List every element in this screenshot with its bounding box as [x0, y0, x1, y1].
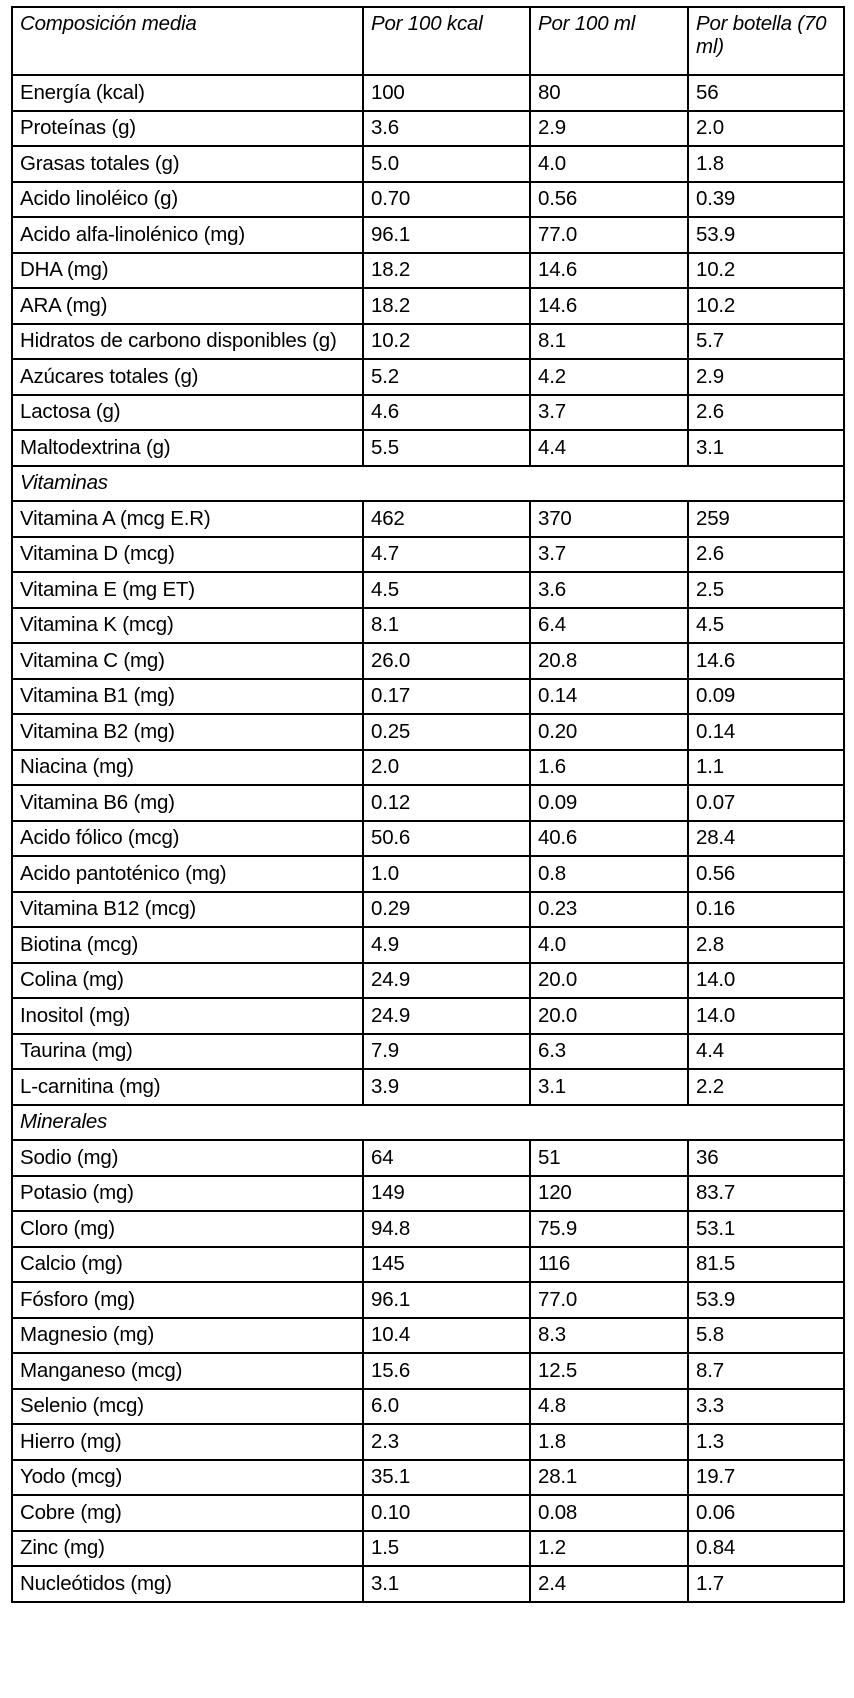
table-row [12, 253, 844, 289]
per-bottle-cell: 3.3 [688, 1389, 844, 1425]
nutrient-name-cell: Sodio (mg) [12, 1140, 363, 1176]
per-100-kcal-cell: 5.2 [363, 359, 530, 395]
per-100-kcal-cell: 3.1 [363, 1566, 530, 1602]
nutrient-name-cell: Taurina (mg) [12, 1034, 363, 1070]
table-row [12, 324, 844, 360]
per-100-kcal-cell: 3.6 [363, 111, 530, 147]
per-100-ml-cell: 8.3 [530, 1318, 688, 1354]
per-100-kcal-cell: 4.6 [363, 395, 530, 431]
table-row [12, 359, 844, 395]
per-100-ml-cell: 4.0 [530, 927, 688, 963]
per-100-kcal-cell: 149 [363, 1176, 530, 1212]
table-row [12, 821, 844, 857]
per-100-ml-cell: 0.23 [530, 892, 688, 928]
section-row [12, 466, 844, 502]
per-100-ml-cell: 0.56 [530, 182, 688, 218]
table-row [12, 608, 844, 644]
table-row [12, 963, 844, 999]
nutrient-name-cell: ARA (mg) [12, 288, 363, 324]
nutrient-name-cell: Inositol (mg) [12, 998, 363, 1034]
per-bottle-cell: 0.06 [688, 1495, 844, 1531]
per-100-kcal-cell: 4.9 [363, 927, 530, 963]
per-100-kcal-cell: 1.5 [363, 1531, 530, 1567]
per-100-ml-cell: 3.6 [530, 572, 688, 608]
per-100-ml-cell: 80 [530, 75, 688, 111]
per-100-ml-cell: 0.14 [530, 679, 688, 715]
per-bottle-cell: 28.4 [688, 821, 844, 857]
per-100-ml-cell: 4.8 [530, 1389, 688, 1425]
per-100-ml-cell: 40.6 [530, 821, 688, 857]
per-100-ml-cell: 116 [530, 1247, 688, 1283]
per-100-kcal-cell: 10.4 [363, 1318, 530, 1354]
per-bottle-cell: 1.8 [688, 146, 844, 182]
per-100-kcal-cell: 3.9 [363, 1069, 530, 1105]
per-100-ml-cell: 0.20 [530, 714, 688, 750]
per-100-ml-cell: 14.6 [530, 253, 688, 289]
per-100-ml-cell: 6.3 [530, 1034, 688, 1070]
per-100-ml-cell: 4.0 [530, 146, 688, 182]
per-bottle-cell: 2.2 [688, 1069, 844, 1105]
per-bottle-cell: 0.09 [688, 679, 844, 715]
per-bottle-cell: 0.84 [688, 1531, 844, 1567]
header-row [12, 7, 844, 75]
per-bottle-cell: 1.3 [688, 1424, 844, 1460]
per-bottle-cell: 2.8 [688, 927, 844, 963]
nutrient-name-cell: Zinc (mg) [12, 1531, 363, 1567]
per-100-ml-cell: 1.8 [530, 1424, 688, 1460]
per-bottle-cell: 2.9 [688, 359, 844, 395]
per-100-kcal-cell: 18.2 [363, 288, 530, 324]
table-row [12, 1247, 844, 1283]
per-100-kcal-cell: 462 [363, 501, 530, 537]
table-row [12, 1034, 844, 1070]
table-row [12, 1389, 844, 1425]
per-100-ml-cell: 3.7 [530, 537, 688, 573]
table-row [12, 1069, 844, 1105]
nutrient-name-cell: Maltodextrina (g) [12, 430, 363, 466]
table-row [12, 1566, 844, 1602]
table-row [12, 182, 844, 218]
per-bottle-cell: 10.2 [688, 253, 844, 289]
per-100-kcal-cell: 100 [363, 75, 530, 111]
per-bottle-cell: 14.6 [688, 643, 844, 679]
nutrient-name-cell: Selenio (mcg) [12, 1389, 363, 1425]
nutrient-name-cell: Magnesio (mg) [12, 1318, 363, 1354]
per-100-kcal-cell: 64 [363, 1140, 530, 1176]
per-100-ml-cell: 2.9 [530, 111, 688, 147]
per-100-kcal-cell: 18.2 [363, 253, 530, 289]
table-row [12, 1460, 844, 1496]
per-100-ml-cell: 77.0 [530, 217, 688, 253]
per-bottle-cell: 5.7 [688, 324, 844, 360]
table-row [12, 856, 844, 892]
per-100-kcal-cell: 50.6 [363, 821, 530, 857]
nutrition-composition-table [11, 6, 845, 1603]
per-100-kcal-cell: 0.10 [363, 1495, 530, 1531]
table-row [12, 785, 844, 821]
header-per-100-ml: Por 100 ml [530, 7, 688, 75]
nutrient-name-cell: Energía (kcal) [12, 75, 363, 111]
nutrient-name-cell: Acido pantoténico (mg) [12, 856, 363, 892]
table-row [12, 111, 844, 147]
table-row [12, 1353, 844, 1389]
nutrient-name-cell: Manganeso (mcg) [12, 1353, 363, 1389]
per-bottle-cell: 0.16 [688, 892, 844, 928]
table-row [12, 927, 844, 963]
nutrient-name-cell: Vitamina B6 (mg) [12, 785, 363, 821]
table-row [12, 217, 844, 253]
nutrient-name-cell: Vitamina A (mcg E.R) [12, 501, 363, 537]
table-body [12, 75, 844, 1602]
per-100-ml-cell: 6.4 [530, 608, 688, 644]
nutrient-name-cell: Nucleótidos (mg) [12, 1566, 363, 1602]
table-header [12, 7, 844, 75]
header-composition: Composición media [12, 7, 363, 75]
per-100-kcal-cell: 7.9 [363, 1034, 530, 1070]
nutrient-name-cell: Colina (mg) [12, 963, 363, 999]
nutrient-name-cell: Hierro (mg) [12, 1424, 363, 1460]
per-100-ml-cell: 0.08 [530, 1495, 688, 1531]
table-row [12, 146, 844, 182]
per-bottle-cell: 8.7 [688, 1353, 844, 1389]
per-bottle-cell: 14.0 [688, 998, 844, 1034]
per-100-kcal-cell: 1.0 [363, 856, 530, 892]
header-per-bottle: Por botella (70 ml) [688, 7, 844, 75]
per-bottle-cell: 4.5 [688, 608, 844, 644]
per-100-ml-cell: 14.6 [530, 288, 688, 324]
per-100-ml-cell: 3.1 [530, 1069, 688, 1105]
per-100-ml-cell: 4.2 [530, 359, 688, 395]
table-row [12, 1176, 844, 1212]
table-row [12, 892, 844, 928]
nutrient-name-cell: Cloro (mg) [12, 1211, 363, 1247]
per-bottle-cell: 36 [688, 1140, 844, 1176]
per-100-ml-cell: 77.0 [530, 1282, 688, 1318]
per-100-ml-cell: 0.09 [530, 785, 688, 821]
nutrient-name-cell: Acido fólico (mcg) [12, 821, 363, 857]
per-100-kcal-cell: 0.25 [363, 714, 530, 750]
per-bottle-cell: 81.5 [688, 1247, 844, 1283]
nutrient-name-cell: Vitamina B12 (mcg) [12, 892, 363, 928]
per-bottle-cell: 3.1 [688, 430, 844, 466]
per-bottle-cell: 10.2 [688, 288, 844, 324]
nutrient-name-cell: Vitamina E (mg ET) [12, 572, 363, 608]
per-100-kcal-cell: 2.3 [363, 1424, 530, 1460]
per-100-ml-cell: 1.2 [530, 1531, 688, 1567]
per-100-ml-cell: 8.1 [530, 324, 688, 360]
table-row [12, 395, 844, 431]
per-100-kcal-cell: 2.0 [363, 750, 530, 786]
per-100-kcal-cell: 0.17 [363, 679, 530, 715]
per-100-kcal-cell: 5.5 [363, 430, 530, 466]
table-row [12, 1211, 844, 1247]
per-bottle-cell: 1.7 [688, 1566, 844, 1602]
table-row [12, 1140, 844, 1176]
per-100-kcal-cell: 0.70 [363, 182, 530, 218]
table-row [12, 1318, 844, 1354]
per-100-kcal-cell: 4.5 [363, 572, 530, 608]
per-bottle-cell: 2.6 [688, 537, 844, 573]
nutrient-name-cell: Vitamina B1 (mg) [12, 679, 363, 715]
nutrient-name-cell: Yodo (mcg) [12, 1460, 363, 1496]
nutrient-name-cell: Vitamina D (mcg) [12, 537, 363, 573]
section-title: Minerales [12, 1105, 844, 1141]
nutrient-name-cell: Hidratos de carbono disponibles (g) [12, 324, 363, 360]
per-100-ml-cell: 20.0 [530, 998, 688, 1034]
per-100-kcal-cell: 10.2 [363, 324, 530, 360]
table-row [12, 750, 844, 786]
per-100-kcal-cell: 96.1 [363, 217, 530, 253]
per-100-kcal-cell: 0.12 [363, 785, 530, 821]
per-bottle-cell: 5.8 [688, 1318, 844, 1354]
per-bottle-cell: 0.07 [688, 785, 844, 821]
per-bottle-cell: 2.6 [688, 395, 844, 431]
per-100-kcal-cell: 35.1 [363, 1460, 530, 1496]
per-bottle-cell: 53.9 [688, 217, 844, 253]
per-100-kcal-cell: 5.0 [363, 146, 530, 182]
per-100-ml-cell: 1.6 [530, 750, 688, 786]
table-row [12, 1531, 844, 1567]
nutrient-name-cell: Vitamina B2 (mg) [12, 714, 363, 750]
per-100-ml-cell: 28.1 [530, 1460, 688, 1496]
table-row [12, 75, 844, 111]
per-100-kcal-cell: 15.6 [363, 1353, 530, 1389]
nutrient-name-cell: Biotina (mcg) [12, 927, 363, 963]
per-bottle-cell: 19.7 [688, 1460, 844, 1496]
per-100-kcal-cell: 26.0 [363, 643, 530, 679]
per-100-ml-cell: 12.5 [530, 1353, 688, 1389]
nutrient-name-cell: Grasas totales (g) [12, 146, 363, 182]
nutrient-name-cell: Cobre (mg) [12, 1495, 363, 1531]
header-per-100-kcal: Por 100 kcal [363, 7, 530, 75]
table-row [12, 501, 844, 537]
nutrient-name-cell: Vitamina C (mg) [12, 643, 363, 679]
per-100-ml-cell: 51 [530, 1140, 688, 1176]
per-bottle-cell: 4.4 [688, 1034, 844, 1070]
per-bottle-cell: 259 [688, 501, 844, 537]
per-bottle-cell: 2.5 [688, 572, 844, 608]
table-row [12, 714, 844, 750]
per-bottle-cell: 53.1 [688, 1211, 844, 1247]
table-row [12, 1424, 844, 1460]
per-100-ml-cell: 3.7 [530, 395, 688, 431]
nutrient-name-cell: Calcio (mg) [12, 1247, 363, 1283]
per-bottle-cell: 14.0 [688, 963, 844, 999]
per-100-kcal-cell: 4.7 [363, 537, 530, 573]
per-100-ml-cell: 2.4 [530, 1566, 688, 1602]
section-row [12, 1105, 844, 1141]
nutrient-name-cell: Lactosa (g) [12, 395, 363, 431]
nutrient-name-cell: Vitamina K (mcg) [12, 608, 363, 644]
per-bottle-cell: 56 [688, 75, 844, 111]
per-bottle-cell: 1.1 [688, 750, 844, 786]
per-bottle-cell: 2.0 [688, 111, 844, 147]
nutrient-name-cell: Potasio (mg) [12, 1176, 363, 1212]
nutrient-name-cell: DHA (mg) [12, 253, 363, 289]
per-bottle-cell: 53.9 [688, 1282, 844, 1318]
nutrient-name-cell: Proteínas (g) [12, 111, 363, 147]
per-100-kcal-cell: 96.1 [363, 1282, 530, 1318]
per-100-kcal-cell: 6.0 [363, 1389, 530, 1425]
table-row [12, 537, 844, 573]
nutrient-name-cell: L-carnitina (mg) [12, 1069, 363, 1105]
per-100-kcal-cell: 94.8 [363, 1211, 530, 1247]
table-row [12, 288, 844, 324]
per-100-ml-cell: 4.4 [530, 430, 688, 466]
per-bottle-cell: 83.7 [688, 1176, 844, 1212]
nutrient-name-cell: Acido linoléico (g) [12, 182, 363, 218]
table-row [12, 679, 844, 715]
nutrient-name-cell: Niacina (mg) [12, 750, 363, 786]
table-row [12, 572, 844, 608]
per-100-kcal-cell: 8.1 [363, 608, 530, 644]
per-100-kcal-cell: 0.29 [363, 892, 530, 928]
per-100-kcal-cell: 145 [363, 1247, 530, 1283]
per-bottle-cell: 0.14 [688, 714, 844, 750]
per-bottle-cell: 0.39 [688, 182, 844, 218]
per-100-ml-cell: 370 [530, 501, 688, 537]
nutrient-name-cell: Fósforo (mg) [12, 1282, 363, 1318]
table-row [12, 430, 844, 466]
table-row [12, 1495, 844, 1531]
section-title: Vitaminas [12, 466, 844, 502]
per-100-ml-cell: 20.8 [530, 643, 688, 679]
table-row [12, 1282, 844, 1318]
per-100-ml-cell: 120 [530, 1176, 688, 1212]
per-100-ml-cell: 20.0 [530, 963, 688, 999]
per-100-kcal-cell: 24.9 [363, 998, 530, 1034]
per-bottle-cell: 0.56 [688, 856, 844, 892]
nutrient-name-cell: Azúcares totales (g) [12, 359, 363, 395]
table-row [12, 998, 844, 1034]
per-100-ml-cell: 75.9 [530, 1211, 688, 1247]
per-100-ml-cell: 0.8 [530, 856, 688, 892]
nutrient-name-cell: Acido alfa-linolénico (mg) [12, 217, 363, 253]
table-row [12, 643, 844, 679]
per-100-kcal-cell: 24.9 [363, 963, 530, 999]
